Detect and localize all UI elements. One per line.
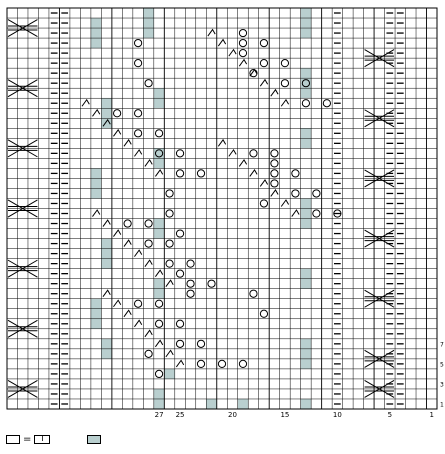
yarn-over-circle (292, 170, 299, 177)
yarn-over-circle (176, 320, 183, 327)
shaded-cell (91, 28, 101, 38)
yarn-over-circle (250, 290, 257, 297)
k2tog-slant (260, 180, 267, 187)
k2tog-slant (103, 290, 110, 297)
k2tog-slant (208, 30, 215, 37)
yarn-over-circle (166, 190, 173, 197)
k2tog-slant (92, 110, 99, 117)
yarn-over-circle (239, 29, 246, 36)
yarn-over-circle (166, 260, 173, 267)
shaded-cell (301, 279, 311, 289)
column-number: 20 (228, 411, 237, 419)
column-number: 1 (429, 411, 434, 419)
yarn-over-circle (145, 220, 152, 227)
column-number: 15 (280, 411, 290, 419)
shaded-cell (164, 369, 174, 379)
k2tog-slant (134, 250, 141, 257)
yarn-over-circle (208, 280, 215, 287)
yarn-over-circle (281, 80, 288, 87)
yarn-over-circle (197, 360, 204, 367)
shaded-cell (301, 128, 311, 138)
legend-purl-square (34, 435, 50, 444)
shaded-cell (301, 269, 311, 279)
shaded-cell (154, 158, 164, 168)
yarn-over-circle (134, 130, 141, 137)
k2tog-slant (155, 340, 162, 347)
k2tog-slant (229, 150, 236, 157)
column-number: 27 (154, 411, 164, 419)
yarn-over-circle (281, 60, 288, 67)
k2tog-slant (145, 160, 152, 167)
shaded-cell (91, 319, 101, 329)
row-number: 7 (440, 341, 444, 349)
k2tog-slant (92, 210, 99, 217)
shaded-cell (91, 38, 101, 48)
shaded-cell (301, 349, 311, 359)
yarn-over-circle (176, 150, 183, 157)
k2tog-slant (271, 190, 278, 197)
k2tog-slant (113, 300, 120, 307)
yarn-over-circle (187, 290, 194, 297)
column-number: 10 (332, 411, 342, 419)
shaded-cell (301, 198, 311, 208)
yarn-over-circle (187, 280, 194, 287)
k2tog-slant (281, 200, 288, 207)
shaded-cell (301, 399, 311, 409)
shaded-cell (154, 98, 164, 108)
shaded-cell (101, 98, 111, 108)
yarn-over-circle (302, 100, 309, 107)
yarn-over-circle (134, 39, 141, 46)
k2tog-slant (218, 140, 225, 147)
yarn-over-circle (114, 110, 121, 117)
yarn-over-circle (271, 160, 278, 167)
shaded-cell (154, 229, 164, 239)
shaded-cell (143, 8, 153, 18)
yarn-over-circle (166, 210, 173, 217)
shaded-cell (101, 339, 111, 349)
yarn-over-circle (145, 350, 152, 357)
yarn-over-circle (176, 340, 183, 347)
yarn-over-circle (239, 50, 246, 57)
yarn-over-circle (176, 170, 183, 177)
yarn-over-circle (176, 270, 183, 277)
yarn-over-circle (155, 300, 162, 307)
k2tog-slant (166, 350, 173, 357)
yarn-over-circle (313, 210, 320, 217)
shaded-cell (301, 209, 311, 219)
yarn-over-circle (124, 220, 131, 227)
yarn-over-circle (187, 260, 194, 267)
shaded-cell (101, 118, 111, 128)
shaded-cell (154, 279, 164, 289)
k2tog-slant (229, 50, 236, 57)
yarn-over-circle (239, 39, 246, 46)
shaded-cell (301, 339, 311, 349)
legend (6, 432, 101, 446)
yarn-over-circle (145, 240, 152, 247)
column-number: 25 (175, 411, 185, 419)
shaded-cell (154, 88, 164, 98)
shaded-cell (91, 309, 101, 319)
shaded-cell (154, 289, 164, 299)
k2tog-slant (124, 310, 131, 317)
k2tog-slant (176, 360, 183, 367)
shaded-cell (301, 359, 311, 369)
shaded-cell (154, 399, 164, 409)
k2tog-slant (82, 100, 89, 107)
k2tog-slant (155, 170, 162, 177)
shaded-cell (301, 219, 311, 229)
shaded-cell (301, 18, 311, 28)
yarn-over-circle (134, 300, 141, 307)
shaded-cell (91, 178, 101, 188)
k2tog-slant (103, 220, 110, 227)
k2tog-slant (281, 100, 288, 107)
yarn-over-circle (197, 340, 204, 347)
shaded-cell (301, 88, 311, 98)
legend-blank-square (6, 435, 20, 444)
row-number: 1 (440, 401, 444, 409)
shaded-cell (101, 259, 111, 269)
yarn-over-circle (260, 310, 267, 317)
shaded-cell (143, 28, 153, 38)
k2tog-slant (155, 270, 162, 277)
yarn-over-circle (271, 170, 278, 177)
yarn-over-circle (271, 180, 278, 187)
yarn-over-circle (155, 130, 162, 137)
k2tog-slant (124, 240, 131, 247)
k2tog-slant (218, 40, 225, 47)
yarn-over-circle (323, 100, 330, 107)
k2tog-slant (145, 260, 152, 267)
k2tog-slant (145, 330, 152, 337)
shaded-cell (101, 349, 111, 359)
column-number: 5 (387, 411, 393, 419)
yarn-over-circle (134, 110, 141, 117)
legend-no-stitch-square (87, 435, 101, 444)
yarn-over-circle (313, 190, 320, 197)
k2tog-slant (124, 140, 131, 147)
shaded-cell (301, 28, 311, 38)
k2tog-slant (250, 170, 257, 177)
yarn-over-circle (176, 230, 183, 237)
yarn-over-circle (271, 150, 278, 157)
shaded-cell (206, 399, 216, 409)
shaded-cell (101, 108, 111, 118)
yarn-over-circle (155, 370, 162, 377)
yarn-over-circle (292, 190, 299, 197)
yarn-over-circle (260, 60, 267, 67)
legend-equals: = (23, 433, 32, 445)
k2tog-slant (134, 320, 141, 327)
legend-purl-symbol: I (41, 434, 44, 443)
shaded-cell (143, 18, 153, 28)
yarn-over-circle (197, 170, 204, 177)
yarn-over-circle (260, 39, 267, 46)
shaded-cell (91, 299, 101, 309)
yarn-over-circle (250, 150, 257, 157)
shaded-cell (154, 219, 164, 229)
k2tog-slant (292, 210, 299, 217)
shaded-cell (101, 239, 111, 249)
shaded-cell (101, 249, 111, 259)
shaded-cell (301, 138, 311, 148)
yarn-over-circle (155, 320, 162, 327)
shaded-cell (91, 18, 101, 28)
row-number: 3 (440, 381, 444, 389)
shaded-cell (301, 68, 311, 78)
yarn-over-circle (166, 240, 173, 247)
yarn-over-circle (239, 360, 246, 367)
yarn-over-circle (260, 200, 267, 207)
shaded-cell (91, 168, 101, 178)
shaded-cell (301, 8, 311, 18)
k2tog-slant (239, 160, 246, 167)
yarn-over-circle (218, 360, 225, 367)
k2tog-slant (134, 150, 141, 157)
k2tog-slant (271, 90, 278, 97)
row-number: 5 (440, 361, 444, 369)
k2tog-slant (113, 230, 120, 237)
k2tog-slant (260, 80, 267, 87)
k2tog-slant (166, 280, 173, 287)
shaded-cell (154, 389, 164, 399)
yarn-over-circle (145, 80, 152, 87)
k2tog-slant (239, 60, 246, 67)
shaded-cell (91, 188, 101, 198)
yarn-over-circle (134, 60, 141, 67)
k2tog-slant (113, 130, 120, 137)
shaded-cell (238, 399, 248, 409)
